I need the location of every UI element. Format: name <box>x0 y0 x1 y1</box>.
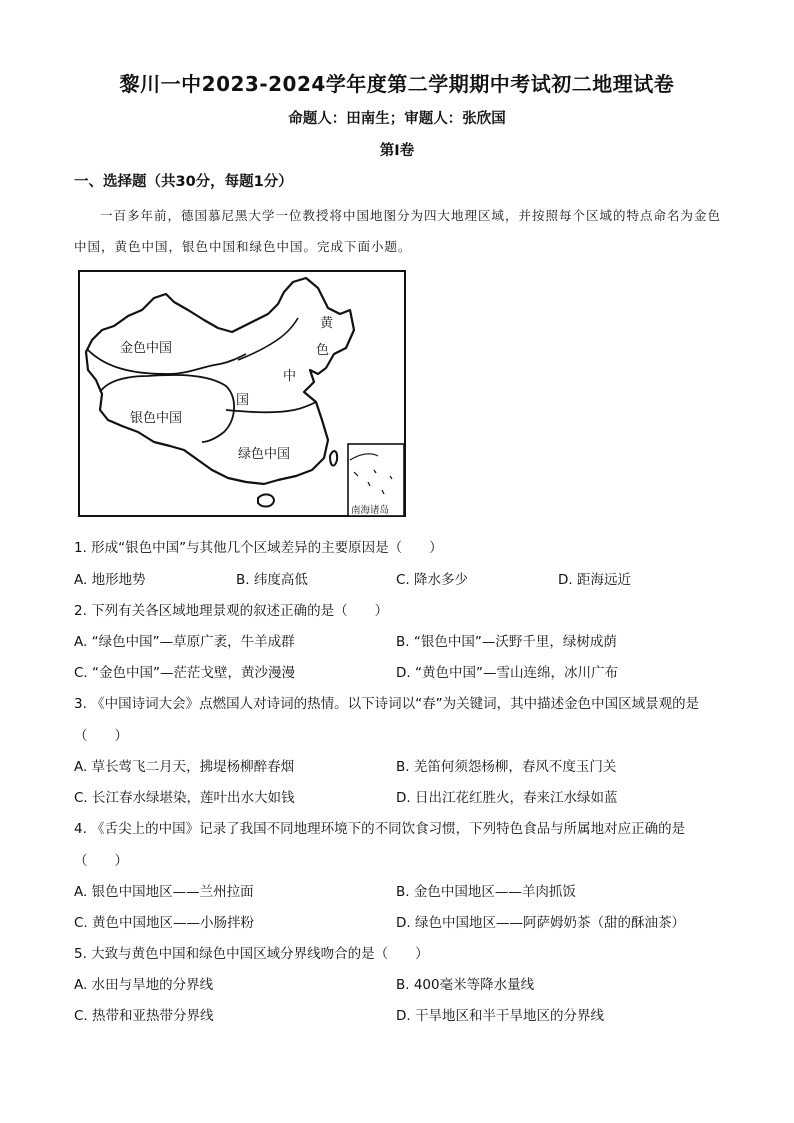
question-1-stem: 1. 形成“银色中国”与其他几个区域差异的主要原因是（ ） <box>74 540 443 556</box>
section-title: 一、选择题（共30分，每题1分） <box>74 174 293 190</box>
label-yellow-3: 中 <box>283 369 297 384</box>
exam-authors: 命题人：田南生；审题人：张欣国 <box>288 111 506 127</box>
label-yellow-1: 黄 <box>320 316 334 331</box>
question-3-stem: 3. 《中国诗词大会》点燃国人对诗词的热情。以下诗词以“春”为关键词，其中描述金色中国区域景观的是 <box>74 696 700 712</box>
label-yellow-4: 国 <box>236 393 250 408</box>
label-yellow-2: 色 <box>316 343 330 358</box>
question-1-option-d[interactable]: D. 距海远近 <box>558 572 631 588</box>
question-2-stem: 2. 下列有关各区域地理景观的叙述正确的是（ ） <box>74 603 389 619</box>
question-4-stem: 4. 《舌尖上的中国》记录了我国不同地理环境下的不同饮食习惯，下列特色食品与所属地对应正确的是 <box>74 821 686 837</box>
question-5-stem: 5. 大致与黄色中国和绿色中国区域分界线吻合的是（ ） <box>74 946 429 962</box>
question-1-option-b[interactable]: B. 纬度高低 <box>236 572 308 588</box>
question-4-option-a[interactable]: A. 银色中国地区——兰州拉面 <box>74 884 254 900</box>
question-5-option-d[interactable]: D. 干旱地区和半干旱地区的分界线 <box>396 1008 604 1024</box>
question-3-option-b[interactable]: B. 羌笛何须怨杨柳，春风不度玉门关 <box>396 759 617 775</box>
question-2-option-d[interactable]: D. “黄色中国”—雪山连绵，冰川广布 <box>396 665 618 681</box>
question-4-option-d[interactable]: D. 绿色中国地区——阿萨姆奶茶（甜的酥油茶） <box>396 915 685 931</box>
question-4-option-b[interactable]: B. 金色中国地区——羊肉抓饭 <box>396 884 576 900</box>
question-1-option-c[interactable]: C. 降水多少 <box>396 572 469 588</box>
question-5-option-a[interactable]: A. 水田与旱地的分界线 <box>74 977 214 993</box>
question-2-option-c[interactable]: C. “金色中国”—茫茫戈壁，黄沙漫漫 <box>74 665 295 681</box>
question-2-option-b[interactable]: B. “银色中国”—沃野千里，绿树成荫 <box>396 634 617 650</box>
question-3-option-d[interactable]: D. 日出江花红胜火，春来江水绿如蓝 <box>396 790 618 806</box>
question-5-option-c[interactable]: C. 热带和亚热带分界线 <box>74 1008 214 1024</box>
label-inset: 南海诸岛 <box>351 505 390 516</box>
question-2-option-a[interactable]: A. “绿色中国”—草原广袤，牛羊成群 <box>74 634 295 650</box>
intro-paragraph: 一百多年前，德国慕尼黑大学一位教授将中国地图分为四大地理区域，并按照每个区域的特点命名为金色中国，黄色中国，银色中国和绿色中国。完成下面小题。 <box>74 208 722 254</box>
question-5-option-b[interactable]: B. 400毫米等降水量线 <box>396 977 535 993</box>
question-3-stem-cont: （ ） <box>74 728 128 744</box>
question-4-option-c[interactable]: C. 黄色中国地区——小肠拌粉 <box>74 915 255 931</box>
china-regions-map <box>78 270 408 518</box>
label-gold-china: 金色中国 <box>120 341 173 356</box>
question-4-stem-cont: （ ） <box>74 853 128 869</box>
label-silver-china: 银色中国 <box>130 411 183 426</box>
question-3-option-a[interactable]: A. 草长莺飞二月天，拂堤杨柳醉春烟 <box>74 759 295 775</box>
label-green-china: 绿色中国 <box>238 447 291 462</box>
question-3-option-c[interactable]: C. 长江春水绿堪染，莲叶出水大如钱 <box>74 790 295 806</box>
question-1-option-a[interactable]: A. 地形地势 <box>74 572 146 588</box>
volume-label: 第Ⅰ卷 <box>379 143 415 159</box>
exam-title: 黎川一中2023-2024学年度第二学期期中考试初二地理试卷 <box>119 72 675 96</box>
